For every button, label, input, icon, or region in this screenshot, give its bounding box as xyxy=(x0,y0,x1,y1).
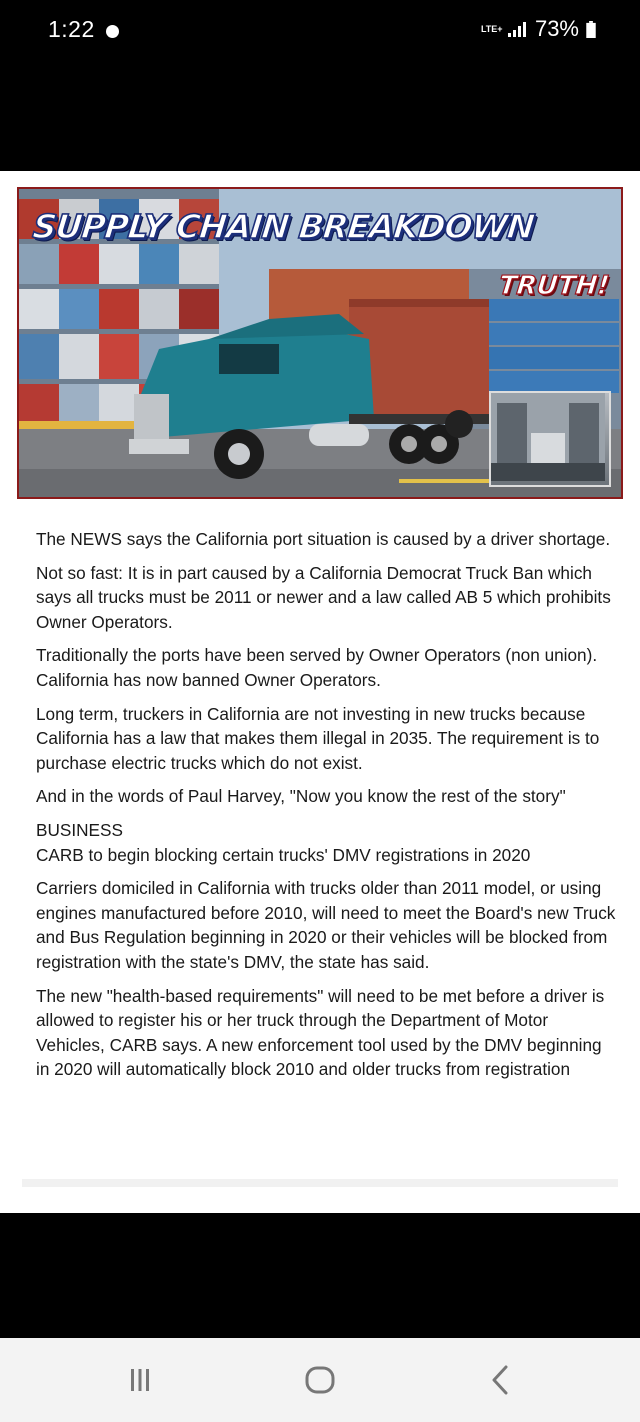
status-indicators xyxy=(481,16,596,42)
navigation-bar xyxy=(0,1338,640,1422)
paragraph-4: Long term, truckers in California are not investing in new trucks because California has a law that makes them illegal in 2035. The requirement is to purchase electric trucks which do not exist. xyxy=(36,703,600,773)
recents-button[interactable] xyxy=(110,1362,170,1398)
battery-icon xyxy=(586,21,596,38)
home-button[interactable] xyxy=(290,1362,350,1398)
banner-subtitle: TRUTH! xyxy=(497,271,611,301)
supply-chain-banner-image xyxy=(17,187,623,499)
battery-percent: 73% xyxy=(534,16,579,41)
paragraph-2: Not so fast: It is in part caused by a California Democrat Truck Ban which says all trucks must be 2011 or newer and a law called AB 5 which prohibits Owner Operators. xyxy=(36,562,611,632)
news-headline: CARB to begin blocking certain trucks' DMV registrations in 2020 xyxy=(36,844,531,865)
status-bar xyxy=(0,0,640,64)
section-label: BUSINESS xyxy=(36,819,123,840)
back-icon xyxy=(490,1365,510,1395)
body-paragraph-1: Carriers domiciled in California with trucks older than 2011 model, or using engines manufactured before 2010, will need to meet the Board's new Truck and Bus Regulation beginning in 2020 or their vehicles will be blocked from registration with the state's DMV, the state has said. xyxy=(36,878,616,972)
post-text xyxy=(36,527,616,1091)
notification-dot-icon xyxy=(106,25,119,38)
recents-icon xyxy=(129,1367,151,1393)
body-paragraph-2: The new "health-based requirements" will need to be met before a driver is allowed to register his or her truck through the Department of Motor Vehicles, CARB says. A new enforcement tool used by the DMV beginning in 2020 will automatically block 2010 and older trucks from registration xyxy=(36,985,605,1080)
paragraph-5: And in the words of Paul Harvey, "Now you know the rest of the story" xyxy=(36,786,566,807)
signal-icon xyxy=(507,20,529,38)
content-bottom-border xyxy=(22,1179,618,1187)
home-icon xyxy=(305,1366,335,1394)
banner-title: SUPPLY CHAIN BREAKDOWN xyxy=(30,207,536,246)
network-type: LTE+ xyxy=(480,23,503,34)
inset-warehouse-photo xyxy=(489,391,611,487)
paragraph-1: The NEWS says the California port situation is caused by a driver shortage. xyxy=(36,529,611,549)
post-content xyxy=(0,171,640,1213)
back-button[interactable] xyxy=(470,1362,530,1398)
status-time: 1:22 xyxy=(48,16,95,42)
paragraph-3: Traditionally the ports have been served by Owner Operators (non union). California has now banned Owner Operators. xyxy=(36,645,598,690)
